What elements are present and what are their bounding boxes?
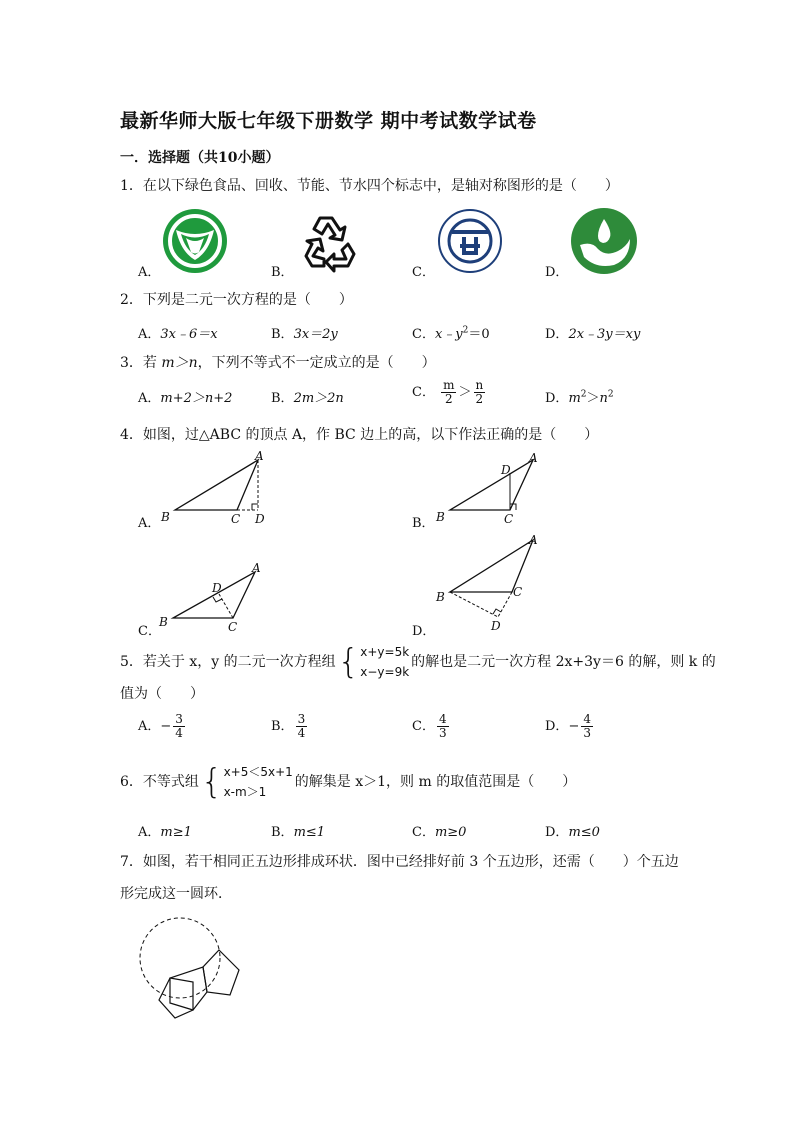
q4-figure-d bbox=[430, 535, 550, 635]
label-a: A bbox=[529, 533, 538, 547]
label-b: B bbox=[436, 510, 445, 524]
green-food-logo-icon bbox=[162, 208, 228, 274]
page-title: 最新华师大版七年级下册数学 期中考试数学试卷 bbox=[120, 110, 537, 132]
q2-option-b: B．3x＝2y bbox=[271, 327, 338, 342]
q5-option-d: D．− $\frac{4}{3}$ bbox=[545, 712, 591, 740]
label-d: D bbox=[491, 619, 501, 633]
q6-option-b: B．m≤1 bbox=[271, 825, 326, 840]
label-d: D bbox=[212, 581, 222, 595]
q3-option-b: B．2m＞2n bbox=[271, 391, 344, 406]
q6-stem: 6．不等式组 { x+5＜5x+1 x-m＞1 的解集是 x＞1，则 m 的取值范围是（ ） bbox=[120, 762, 577, 802]
equation-system: { x+y=5k x−y=9k bbox=[337, 642, 410, 682]
fraction: $\frac{4}{3}$ bbox=[583, 712, 591, 740]
q3-option-c: C． $\frac{m}{2}$ ＞ $\frac{n}{2}$ bbox=[412, 378, 484, 406]
q4-option-d-label: D． bbox=[412, 624, 436, 639]
label-c: C bbox=[504, 512, 514, 526]
q5-option-c: C． $\frac{4}{3}$ bbox=[412, 712, 447, 740]
q7-stem-line1: 7．如图，若干相同正五边形排成环状．图中已经排好前 3 个五边形，还需（ ）个五边 bbox=[120, 854, 679, 870]
label-b: B bbox=[436, 590, 445, 604]
label-b: B bbox=[159, 615, 168, 629]
recycle-logo-icon bbox=[298, 210, 364, 274]
section-heading: 一．选择题（共10小题） bbox=[120, 150, 280, 166]
fraction: $\frac{4}{3}$ bbox=[438, 712, 447, 740]
q4-figure-b bbox=[430, 450, 550, 530]
label-b: B bbox=[161, 510, 170, 524]
pentagon-ring-figure bbox=[135, 915, 255, 1025]
q4-figure-a bbox=[155, 450, 275, 530]
label-a: A bbox=[252, 561, 261, 575]
q5-stem: 5．若关于 x，y 的二元一次方程组 { x+y=5k x−y=9k 的解也是二元一次方程 2x+3y＝6 的解，则 k 的 bbox=[120, 642, 716, 682]
label-c: C bbox=[513, 585, 523, 599]
q6-option-a: A．m≥1 bbox=[138, 825, 192, 840]
water-saving-logo-icon bbox=[570, 207, 638, 275]
q6-option-c: C．m≥0 bbox=[412, 825, 467, 840]
label-a: A bbox=[255, 449, 264, 463]
q2-option-d: D．2x﹣3y＝xy bbox=[545, 327, 641, 342]
q2-option-c: C．$x﹣y^2=0$ bbox=[412, 325, 490, 342]
label-c: C bbox=[228, 620, 238, 634]
q4-option-c-label: C． bbox=[138, 624, 161, 639]
q4-option-a-label: A． bbox=[138, 516, 161, 531]
q5-option-b: B． $\frac{3}{4}$ bbox=[271, 712, 306, 740]
fraction: $\frac{n}{2}$ bbox=[475, 378, 484, 406]
q3-option-d: D．$m^2>n^2$ bbox=[545, 389, 614, 406]
energy-saving-logo-icon bbox=[437, 208, 503, 274]
q5-option-a: A．− $\frac{3}{4}$ bbox=[138, 712, 183, 740]
q1-option-d-label: D． bbox=[545, 265, 569, 280]
fraction: $\frac{3}{4}$ bbox=[175, 712, 183, 740]
q3-stem: 3．若 m＞n，下列不等式不一定成立的是（ ） bbox=[120, 355, 436, 371]
q5-stem-line2: 值为（ ） bbox=[120, 686, 204, 702]
q2-stem: 2．下列是二元一次方程的是（ ） bbox=[120, 292, 353, 308]
q1-stem: 1．在以下绿色食品、回收、节能、节水四个标志中，是轴对称图形的是（ ） bbox=[120, 178, 619, 194]
q4-option-b-label: B． bbox=[412, 516, 435, 531]
q4-stem: 4．如图，过△ABC 的顶点 A，作 BC 边上的高，以下作法正确的是（ ） bbox=[120, 427, 599, 443]
q6-option-d: D．m≤0 bbox=[545, 825, 600, 840]
q3-option-a: A．m+2＞n+2 bbox=[138, 391, 233, 406]
q1-option-b-label: B． bbox=[271, 265, 294, 280]
fraction: $\frac{3}{4}$ bbox=[297, 712, 306, 740]
q2-option-a: A．3x﹣6＝x bbox=[138, 327, 218, 342]
label-a: A bbox=[529, 451, 538, 465]
q1-option-c-label: C． bbox=[412, 265, 435, 280]
label-d: D bbox=[501, 463, 511, 477]
label-d: D bbox=[255, 512, 265, 526]
label-c: C bbox=[231, 512, 241, 526]
inequality-system: { x+5＜5x+1 x-m＞1 bbox=[200, 762, 293, 802]
fraction: $\frac{m}{2}$ bbox=[443, 378, 455, 406]
q4-figure-c bbox=[155, 560, 275, 635]
q7-stem-line2: 形完成这一圆环． bbox=[120, 886, 232, 902]
q1-option-a-label: A． bbox=[138, 265, 161, 280]
